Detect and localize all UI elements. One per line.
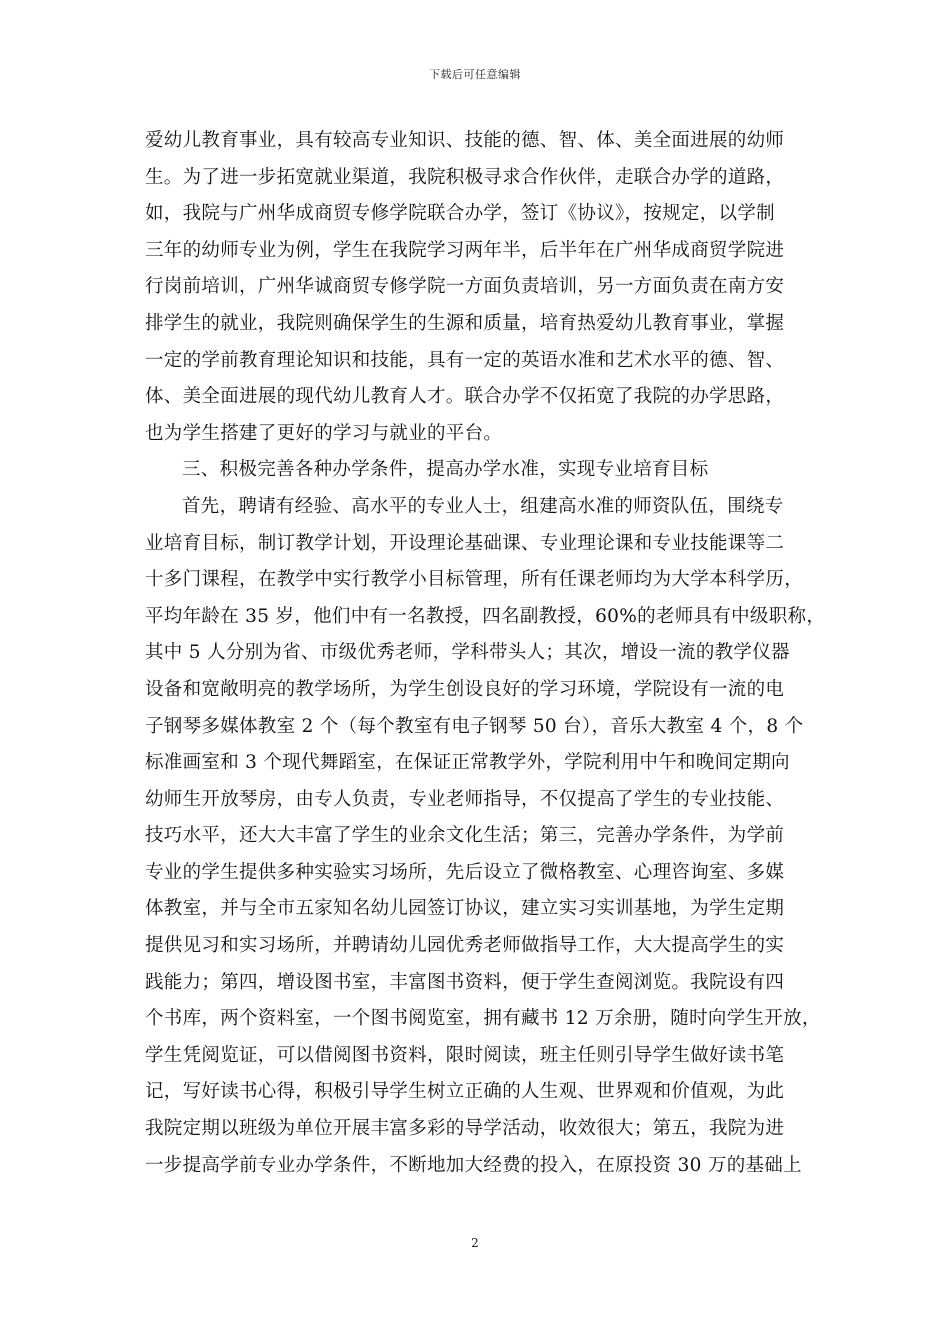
text-line: 排学生的就业，我院则确保学生的生源和质量，培育热爱幼儿教育事业，掌握 — [145, 312, 785, 334]
text-line: 一步提高学前专业办学条件，不断地加大经费的投入，在原投资 30 万的基础上 — [145, 1154, 802, 1176]
text-line: 平均年龄在 35 岁，他们中有一名教授，四名副教授，60%的老师具有中级职称， — [145, 605, 826, 627]
text-line: 一定的学前教育理论知识和技能，具有一定的英语水准和艺术水平的德、智、 — [145, 349, 785, 371]
text-line: 体、美全面进展的现代幼儿教育人才。联合办学不仅拓宽了我院的办学思路， — [145, 386, 785, 408]
text-line: 行岗前培训，广州华诚商贸专修学院一方面负责培训，另一方面负责在南方安 — [145, 276, 785, 298]
page-header: 下载后可任意编辑 — [429, 68, 521, 81]
text-line: 专业的学生提供多种实验实习场所，先后设立了微格教室、心理咨询室、多媒 — [145, 861, 785, 883]
paragraph-start: 首先，聘请有经验、高水平的专业人士，组建高水准的师资队伍，围绕专 — [182, 495, 784, 517]
text-line: 生。为了进一步拓宽就业渠道，我院积极寻求合作伙伴，走联合办学的道路， — [145, 166, 785, 188]
text-line: 践能力；第四，增设图书室，丰富图书资料，便于学生查阅浏览。我院设有四 — [145, 971, 785, 993]
text-line: 提供见习和实习场所，并聘请幼儿园优秀老师做指导工作，大大提高学生的实 — [145, 935, 785, 957]
text-line: 标准画室和 3 个现代舞蹈室，在保证正常教学外，学院利用中午和晚间定期向 — [145, 752, 790, 774]
text-line: 子钢琴多媒体教室 2 个（每个教室有电子钢琴 50 台），音乐大教室 4 个，8 个 — [145, 715, 804, 737]
section-heading: 三、积极完善各种办学条件，提高办学水准，实现专业培育目标 — [182, 459, 709, 481]
text-line: 个书库，两个资料室，一个图书阅览室，拥有藏书 12 万余册，随时向学生开放， — [145, 1008, 821, 1030]
text-line: 技巧水平，还大大丰富了学生的业余文化生活；第三，完善办学条件，为学前 — [145, 825, 785, 847]
text-line: 设备和宽敞明亮的教学场所，为学生创设良好的学习环境，学院设有一流的电 — [145, 678, 785, 700]
text-line: 爱幼儿教育事业，具有较高专业知识、技能的德、智、体、美全面进展的幼师 — [145, 130, 785, 151]
text-line: 三年的幼师专业为例，学生在我院学习两年半，后半年在广州华成商贸学院进 — [145, 239, 785, 261]
page-number: 2 — [471, 1236, 479, 1250]
text-line: 幼师生开放琴房，由专人负责，专业老师指导，不仅提高了学生的专业技能、 — [145, 788, 785, 810]
text-line: 我院定期以班级为单位开展丰富多彩的导学活动，收效很大；第五，我院为进 — [145, 1118, 785, 1140]
text-line: 也为学生搭建了更好的学习与就业的平台。 — [145, 422, 503, 444]
text-line: 业培育目标，制订教学计划，开设理论基础课、专业理论课和专业技能课等二 — [145, 532, 785, 554]
text-line: 如，我院与广州华成商贸专修学院联合办学，签订《协议》，按规定，以学制 — [145, 203, 775, 225]
text-line: 其中 5 人分别为省、市级优秀老师，学科带头人；其次，增设一流的教学仪器 — [145, 642, 790, 664]
text-line: 体教室，并与全市五家知名幼儿园签订协议，建立实习实训基地，为学生定期 — [145, 898, 785, 920]
text-line: 记，写好读书心得，积极引导学生树立正确的人生观、世界观和价值观，为此 — [145, 1081, 785, 1103]
body-text — [145, 123, 826, 1184]
text-line: 学生凭阅览证，可以借阅图书资料，限时阅读，班主任则引导学生做好读书笔 — [145, 1044, 785, 1066]
text-line: 十多门课程，在教学中实行教学小目标管理，所有任课老师均为大学本科学历， — [145, 569, 804, 591]
